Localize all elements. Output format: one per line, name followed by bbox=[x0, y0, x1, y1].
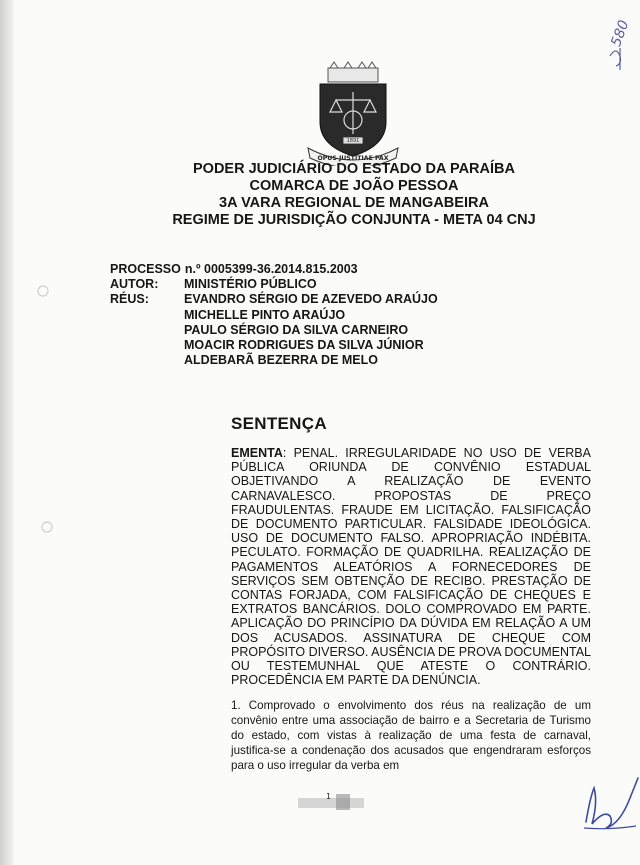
ementa-label: EMENTA bbox=[231, 446, 283, 460]
document-title: SENTENÇA bbox=[231, 414, 327, 433]
reus-row bbox=[110, 292, 530, 307]
court-crest-logo bbox=[306, 60, 400, 166]
document-page bbox=[14, 0, 640, 865]
punch-hole bbox=[40, 520, 54, 534]
scan-edge-shadow bbox=[0, 0, 14, 865]
court-header bbox=[114, 161, 594, 229]
reus-label: RÉUS: bbox=[110, 292, 149, 307]
case-parties bbox=[110, 262, 530, 368]
reus-list bbox=[184, 308, 530, 369]
autor-value: MINISTÉRIO PÚBLICO bbox=[184, 277, 317, 292]
processo-value: n.º 0005399-36.2014.815.2003 bbox=[184, 262, 358, 276]
ementa-text: : PENAL. IRREGULARIDADE NO USO DE VERBA PÚBLICA ORIUNDA DE CONVÊNIO ESTADUAL OBJETIVANDO A REALIZAÇÃO DE EVENTO CARNAVALESCO. PROPOSTAS DE PREÇO FRAUDULENTAS. FRAUDE EM LICITAÇÃO. FALSIFICAÇÃO DE DOCUMENTO PARTICULAR. FALSIDADE IDEOLÓGICA. USO DE DOCUMENTO FALSO. APROPRIAÇÃO INDÉBITA. PECULATO. FORMAÇÃO DE QUADRILHA. REALIZAÇÃO DE PAGAMENTOS ALEATÓRIOS A FORNECEDORES DE SERVIÇOS SEM OBTENÇÃO DE RECIBO. PRESTAÇÃO DE CONTAS FORJADA, COM FALSIFICAÇÃO DE CHEQUES E EXTRATOS BANCÁRIOS. DOLO COMPROVADO EM PARTE. APLICAÇÃO DO PRINCÍPIO DA DÚVIDA EM RELAÇÃO A UM DOS ACUSADOS. ASSINATURA DE CHEQUE COM PROPÓSITO DIVERSO. AUSÊNCIA DE PROVA DOCUMENTAL OU TESTEMUNHAL QUE ATESTE O CONTRÁRIO. PROCEDÊNCIA EM PARTE DA DENÚNCIA. bbox=[231, 446, 591, 688]
processo-label: PROCESSO bbox=[110, 262, 181, 276]
header-line-3: 3A VARA REGIONAL DE MANGABEIRA bbox=[219, 195, 489, 211]
autor-row bbox=[110, 277, 530, 292]
crest-motto: OPUS JUSTITIAE PAX bbox=[317, 155, 389, 162]
reu-name: EVANDRO SÉRGIO DE AZEVEDO ARAÚJO bbox=[184, 292, 438, 307]
reu-name: MOACIR RODRIGUES DA SILVA JÚNIOR bbox=[184, 338, 424, 353]
header-line-1: PODER JUDICIÁRIO DO ESTADO DA PARAÍBA bbox=[193, 161, 515, 177]
reu-name: MICHELLE PINTO ARAÚJO bbox=[184, 307, 346, 322]
reu-name: PAULO SÉRGIO DA SILVA CARNEIRO bbox=[184, 322, 409, 337]
ementa-block bbox=[231, 446, 591, 687]
stamp-number: 1 bbox=[326, 792, 332, 801]
autor-label: AUTOR: bbox=[110, 277, 159, 292]
handwritten-signature bbox=[580, 758, 640, 838]
reu-name: ALDEBARÃ BEZERRA DE MELO bbox=[184, 353, 378, 368]
paragraph-1: 1. Comprovado o envolvimento dos réus na realização de um convênio entre uma associação de bairro e a Secretaria de Turismo do estado, com vistas à realização de uma festa de carnaval, justifica-se a condenação dos acusados que engendraram esforços para o uso irregular da verba em bbox=[231, 699, 591, 773]
header-line-2: COMARCA DE JOÃO PESSOA bbox=[249, 178, 459, 194]
smudged-stamp bbox=[296, 790, 368, 812]
processo-row bbox=[110, 262, 530, 277]
page-number-text: 580 bbox=[608, 18, 633, 49]
header-line-4: REGIME DE JURISDIÇÃO CONJUNTA - META 04 CNJ bbox=[172, 212, 536, 228]
handwritten-page-number bbox=[600, 14, 640, 74]
punch-hole bbox=[36, 284, 50, 298]
crest-year: 1891 bbox=[346, 138, 360, 144]
